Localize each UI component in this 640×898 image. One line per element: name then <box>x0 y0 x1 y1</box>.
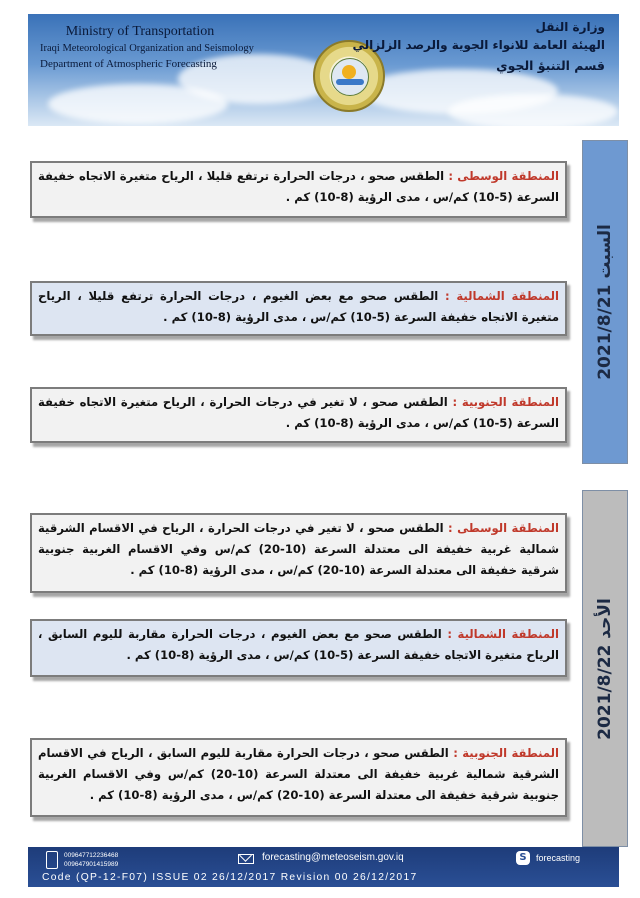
region-label: المنطقة الشمالية : <box>445 289 559 303</box>
day-label <box>595 598 615 740</box>
forecast-text: الطقس صحو مع بعض الغيوم ، درجات الحرارة ترتفع قليلا ، الرياح متغيرة الاتجاه خفيفة السرعة (5-10) كم/س ، مدى الرؤية (8-10) كم . <box>38 289 559 324</box>
document-footer <box>28 847 619 887</box>
document-code: Code (QP-12-F07) ISSUE 02 26/12/2017 Revision 00 26/12/2017 <box>42 872 418 883</box>
department-name: Department of Atmospheric Forecasting <box>40 58 217 70</box>
forecast-text: الطقس صحو ، لا تغير في درجات الحرارة ، الرياح متغيرة الاتجاه خفيفة السرعة (5-10) كم/س ، مدى الرؤية (8-10) كم . <box>38 395 559 430</box>
region-label: المنطقة الوسطى : <box>448 521 560 535</box>
day-label <box>595 224 615 380</box>
department-name-ar: قسم التنبؤ الجوي <box>496 58 605 73</box>
day-bar-sunday <box>582 490 628 847</box>
skype-icon: S <box>516 851 530 865</box>
email-link[interactable]: forecasting@meteoseism.gov.iq <box>262 852 404 863</box>
organization-name: Iraqi Meteorological Organization and Seismology <box>40 43 254 54</box>
forecast-text: الطقس صحو ، درجات الحرارة ترتفع قليلا ، الرياح متغيرة الاتجاه خفيفة السرعة (5-10) كم/س ، مدى الرؤية (8-10) كم . <box>38 169 559 204</box>
forecast-text: الطقس صحو مع بعض الغيوم ، درجات الحرارة مقاربة لليوم السابق ، الرياح متغيرة الاتجاه خفيفة السرعة (5-10) كم/س ، مدى الرؤية (8-10) كم . <box>38 627 559 662</box>
forecast-text: الطقس صحو ، لا تغير في درجات الحرارة ، الرياح في الاقسام الشرقية شمالية غربية خفيفة الى معتدلة السرعة (10-20) كم/س وفي الاقسام الغربية جنوبية شرقية خفيفة الى معتدلة السرعة (10-20) كم/س ، مدى الرؤية (8-10) كم . <box>38 521 559 577</box>
phone-number: 009647712236468 <box>64 852 119 859</box>
day-date: 2021/8/21 <box>595 284 615 380</box>
ministry-name-ar: وزارة النقل <box>535 20 605 34</box>
phone-icon <box>46 851 58 869</box>
day-name: الأحد <box>595 597 615 639</box>
phone-numbers <box>64 851 118 869</box>
region-label: المنطقة الجنوبية : <box>453 746 560 760</box>
skype-handle[interactable]: forecasting <box>536 853 581 863</box>
mail-icon <box>238 854 254 864</box>
forecast-box-central-day2 <box>30 513 567 593</box>
forecast-box-north-day2 <box>30 619 567 677</box>
document-header <box>28 14 619 126</box>
region-label: المنطقة الوسطى : <box>448 169 559 183</box>
day-date: 2021/8/22 <box>595 644 615 740</box>
phone-number: 009647901415989 <box>64 861 119 868</box>
header-cloud <box>448 94 618 126</box>
forecast-box-south-day2 <box>30 738 567 817</box>
header-cloud <box>48 84 228 124</box>
day-bar-saturday <box>582 140 628 464</box>
region-label: المنطقة الشمالية : <box>447 627 559 641</box>
forecast-box-north-day1 <box>30 281 567 336</box>
forecast-text: الطقس صحو ، درجات الحرارة مقاربة لليوم السابق ، الرياح في الاقسام الشرقية شمالية غربية خفيفة الى معتدلة السرعة (10-20) كم/س وفي الاقسام الغربية جنوبية شرقية خفيفة الى معتدلة السرعة (10-20) كم/س ، مدى الرؤية (8-10) كم . <box>38 746 560 802</box>
header-arabic <box>353 20 605 73</box>
forecast-box-south-day1 <box>30 387 567 443</box>
ministry-name: Ministry of Transportation <box>65 24 215 39</box>
wave-icon <box>336 79 364 85</box>
header-english <box>40 24 254 70</box>
region-label: المنطقة الجنوبية : <box>452 395 560 409</box>
organization-name-ar: الهيئة العامة للانواء الجوية والرصد الزلزالي <box>352 38 605 52</box>
forecast-box-central-day1 <box>30 161 567 218</box>
day-name: السبت <box>595 224 615 279</box>
